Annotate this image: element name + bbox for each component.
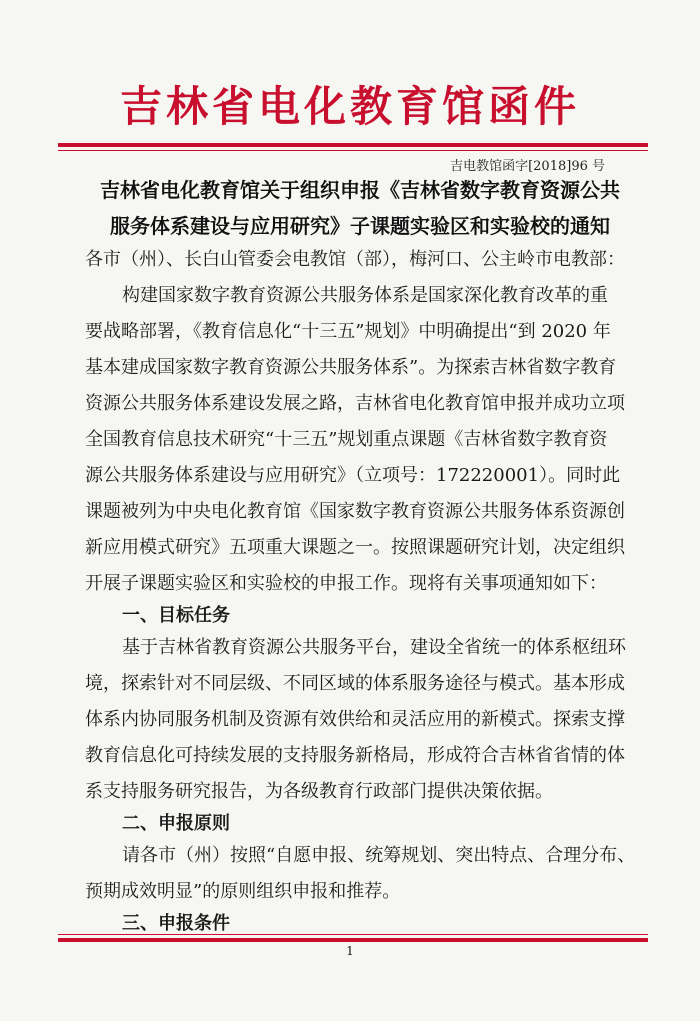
footer-rule-thick	[58, 938, 648, 942]
paragraph-line: 构建国家数字教育资源公共服务体系是国家深化教育改革的重	[122, 285, 608, 306]
addressee: 各市（州）、长白山管委会电教馆（部），梅河口、公主岭市电教部：	[85, 249, 625, 270]
paragraph-line: 开展子课题实验区和实验校的申报工作。现将有关事项通知如下：	[85, 573, 607, 594]
footer-rule-thin	[58, 934, 648, 935]
paragraph-line: 源公共服务体系建设与应用研究》（立项号：172220001）。同时此	[85, 465, 621, 486]
paragraph-line: 体系内协同服务机制及资源有效供给和灵活应用的新模式。探索支撑	[85, 709, 625, 730]
letterhead-rule-thin	[58, 150, 648, 151]
section-heading-conditions: 三、申报条件	[122, 913, 230, 934]
paragraph-line: 教育信息化可持续发展的支持服务新格局，形成符合吉林省省情的体	[85, 745, 625, 766]
paragraph-line: 新应用模式研究》五项重大课题之一。按照课题研究计划，决定组织	[85, 537, 625, 558]
paragraph-line: 要战略部署，《教育信息化“十三五”规划》中明确提出“到 2020 年	[85, 321, 611, 342]
paragraph-line: 资源公共服务体系建设发展之路，吉林省电化教育馆申报并成功立项	[85, 393, 625, 414]
paragraph-line: 境，探索针对不同层级、不同区域的体系服务途径与模式。基本形成	[85, 673, 625, 694]
document-number: 吉电教馆函字[2018]96 号	[450, 159, 605, 174]
section-heading-principles: 二、申报原则	[122, 813, 230, 834]
section-heading-goals: 一、目标任务	[122, 605, 230, 626]
letterhead-title: 吉林省电化教育馆函件	[119, 82, 580, 131]
paragraph-line: 系支持服务研究报告，为各级教育行政部门提供决策依据。	[85, 781, 553, 802]
paragraph-line: 基本建成国家数字教育资源公共服务体系”。为探索吉林省数字教育	[85, 357, 617, 378]
notice-title-line-2: 服务体系建设与应用研究》子课题实验区和实验校的通知	[110, 214, 610, 238]
page-number: 1	[346, 944, 354, 958]
paragraph-line: 课题被列为中央电化教育馆《国家数字教育资源公共服务体系资源创	[85, 501, 625, 522]
notice-title-line-1: 吉林省电化教育馆关于组织申报《吉林省数字教育资源公共	[100, 178, 620, 202]
paragraph-line: 预期成效明显”的原则组织申报和推荐。	[85, 881, 401, 902]
letterhead-rule-thick	[58, 143, 648, 147]
paragraph-line: 基于吉林省教育资源公共服务平台，建设全省统一的体系枢纽环	[122, 637, 626, 658]
paragraph-line: 请各市（州）按照“自愿申报、统筹规划、突出特点、合理分布、	[122, 845, 636, 866]
paragraph-line: 全国教育信息技术研究“十三五”规划重点课题《吉林省数字教育资	[85, 429, 608, 450]
